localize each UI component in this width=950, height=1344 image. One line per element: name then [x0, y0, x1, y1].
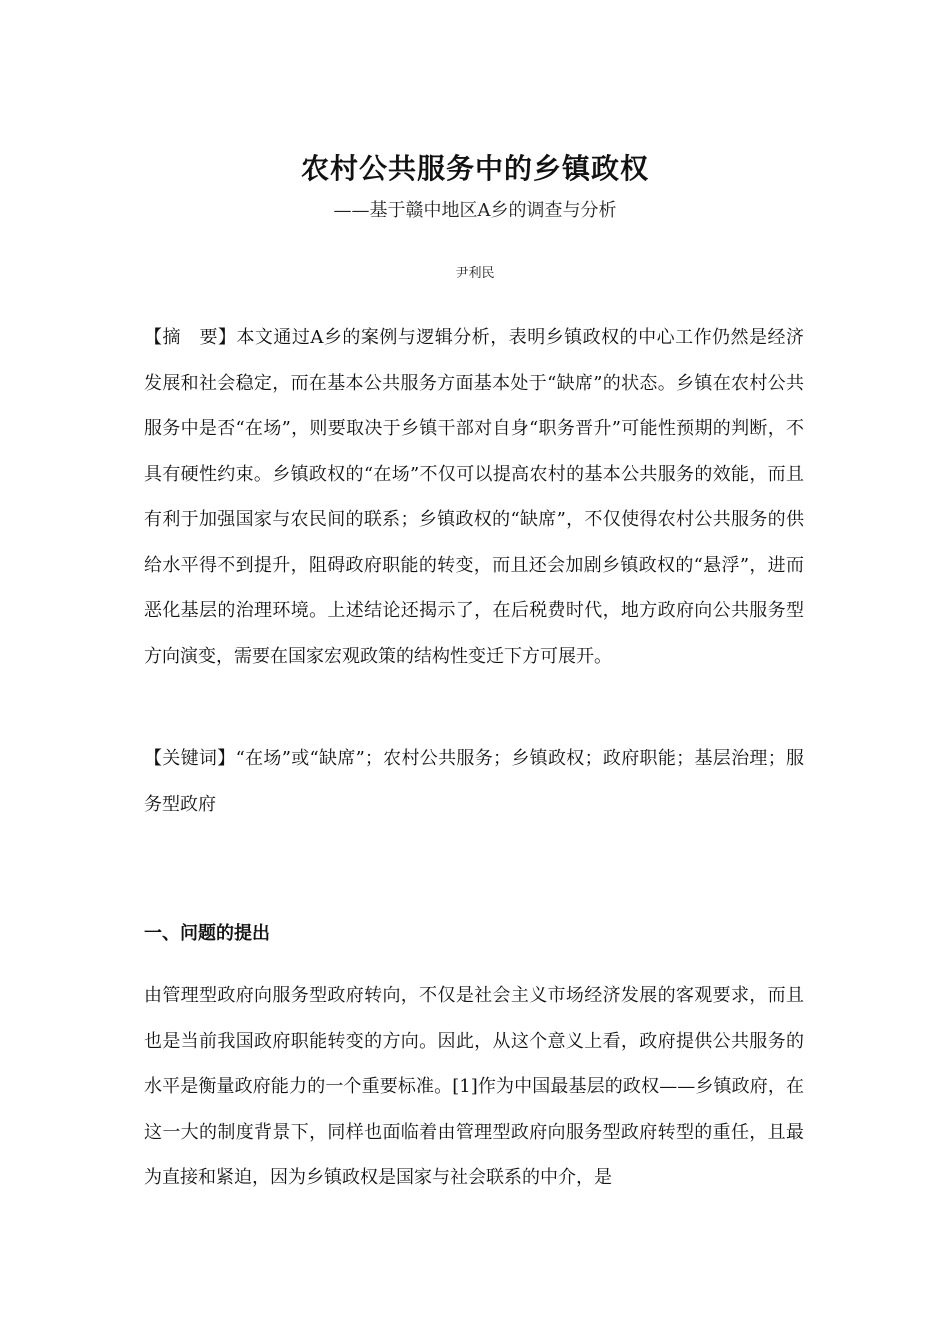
abstract-paragraph [144, 315, 804, 679]
keywords-label: 【关键词】 [144, 748, 236, 769]
paper-title: 农村公共服务中的乡镇政权 [300, 151, 649, 185]
author-name: 尹利民 [455, 266, 495, 281]
body-paragraph: 由管理型政府向服务型政府转向，不仅是社会主义市场经济发展的客观要求，而且也是当前我国政府职能转变的方向。因此，从这个意义上看，政府提供公共服务的水平是衡量政府能力的一个重要标准。[1]作为中国最基层的政权——乡镇政府，在这一大的制度背景下，同样也面临着由管理型政府向服务型政府转型的重任，且最为直接和紧迫，因为乡镇政权是国家与社会联系的中介，是 [144, 985, 804, 1188]
section-heading: 一、问题的提出 [144, 923, 270, 944]
keywords-text: “在场”或“缺席”；农村公共服务；乡镇政权；政府职能；基层治理；服务型政府 [144, 748, 805, 815]
paper-subtitle: ——基于赣中地区A乡的调查与分析 [333, 200, 617, 221]
abstract-text: 本文通过A乡的案例与逻辑分析，表明乡镇政权的中心工作仍然是经济发展和社会稳定，而在基本公共服务方面基本处于“缺席”的状态。乡镇在农村公共服务中是否“在场”，则要取决于乡镇干部对自身“职务晋升”可能性预期的判断，不具有硬性约束。乡镇政权的“在场”不仅可以提高农村的基本公共服务的效能，而且有利于加强国家与农民间的联系；乡镇政权的“缺席”，不仅使得农村公共服务的供给水平得不到提升，阻碍政府职能的转变，而且还会加剧乡镇政权的“悬浮”，进而恶化基层的治理环境。上述结论还揭示了，在后税费时代，地方政府向公共服务型方向演变，需要在国家宏观政策的结构性变迁下方可展开。 [144, 327, 805, 667]
abstract-label: 【摘 要】 [144, 327, 237, 348]
keywords-paragraph [144, 736, 804, 827]
